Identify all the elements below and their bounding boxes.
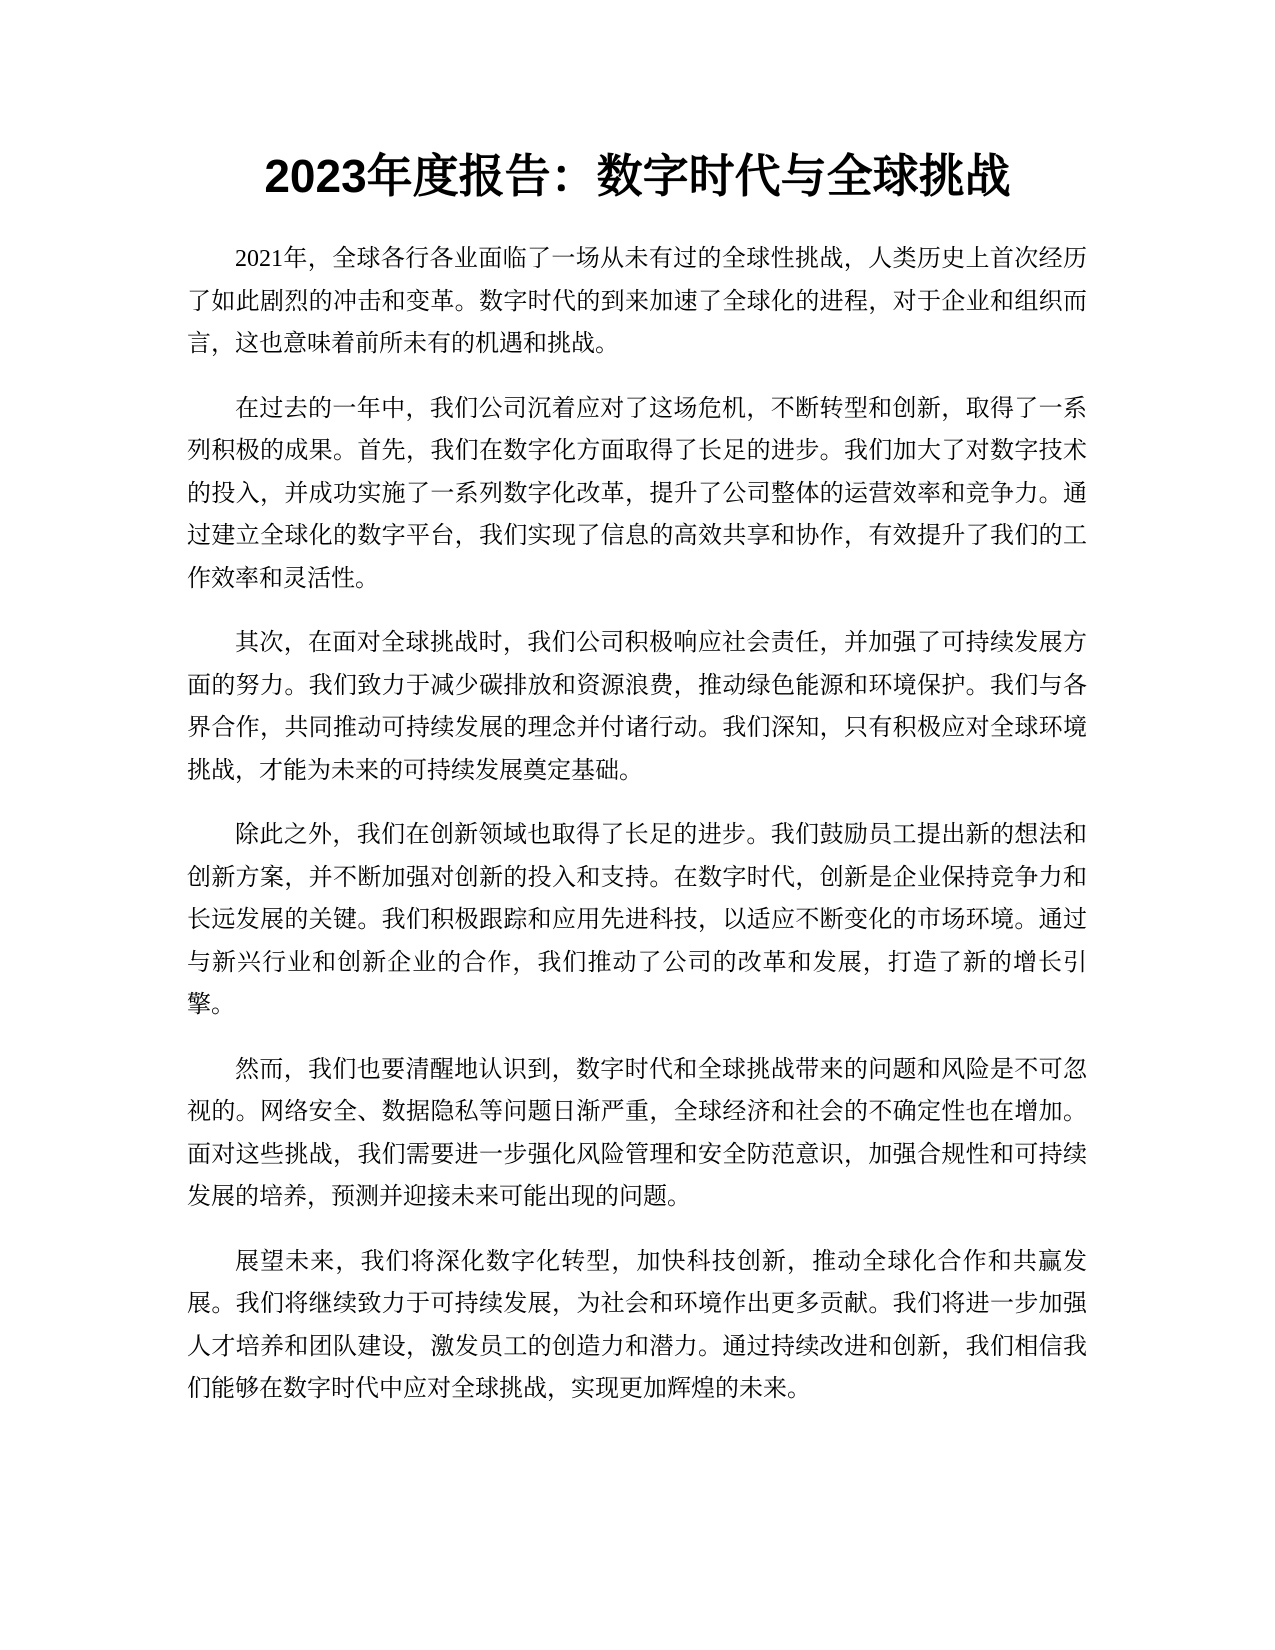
paragraph-5: 然而，我们也要清醒地认识到，数字时代和全球挑战带来的问题和风险是不可忽视的。网络安全、数据隐私等问题日渐严重，全球经济和社会的不确定性也在增加。面对这些挑战，我们需要进一步强化风险管理和安全防范意识，加强合规性和可持续发展的培养，预测并迎接未来可能出现的问题。 [187,1056,1087,1210]
paragraph-3: 其次，在面对全球挑战时，我们公司积极响应社会责任，并加强了可持续发展方面的努力。我们致力于减少碳排放和资源浪费，推动绿色能源和环境保护。我们与各界合作，共同推动可持续发展的理念并付诸行动。我们深知，只有积极应对全球环境挑战，才能为未来的可持续发展奠定基础。 [187,630,1087,784]
paragraph-6: 展望未来，我们将深化数字化转型，加快科技创新，推动全球化合作和共赢发展。我们将继续致力于可持续发展，为社会和环境作出更多贡献。我们将进一步加强人才培养和团队建设，激发员工的创造力和潜力。通过持续改进和创新，我们相信我们能够在数字时代中应对全球挑战，实现更加辉煌的未来。 [187,1248,1087,1402]
paragraph-4: 除此之外，我们在创新领域也取得了长足的进步。我们鼓励员工提出新的想法和创新方案，并不断加强对创新的投入和支持。在数字时代，创新是企业保持竞争力和长远发展的关键。我们积极跟踪和应用先进科技，以适应不断变化的市场环境。通过与新兴行业和创新企业的合作，我们推动了公司的改革和发展，打造了新的增长引擎。 [187,822,1087,1018]
paragraph-2: 在过去的一年中，我们公司沉着应对了这场危机，不断转型和创新，取得了一系列积极的成果。首先，我们在数字化方面取得了长足的进步。我们加大了对数字技术的投入，并成功实施了一系列数字化改革，提升了公司整体的运营效率和竞争力。通过建立全球化的数字平台，我们实现了信息的高效共享和协作，有效提升了我们的工作效率和灵活性。 [187,395,1087,592]
document-body [187,238,1087,1433]
paragraph-1: 2021年，全球各行各业面临了一场从未有过的全球性挑战，人类历史上首次经历了如此剧烈的冲击和变革。数字时代的到来加速了全球化的进程，对于企业和组织而言，这也意味着前所未有的机遇和挑战。 [187,246,1087,357]
document-title: 2023年度报告：数字时代与全球挑战 [264,150,1011,202]
